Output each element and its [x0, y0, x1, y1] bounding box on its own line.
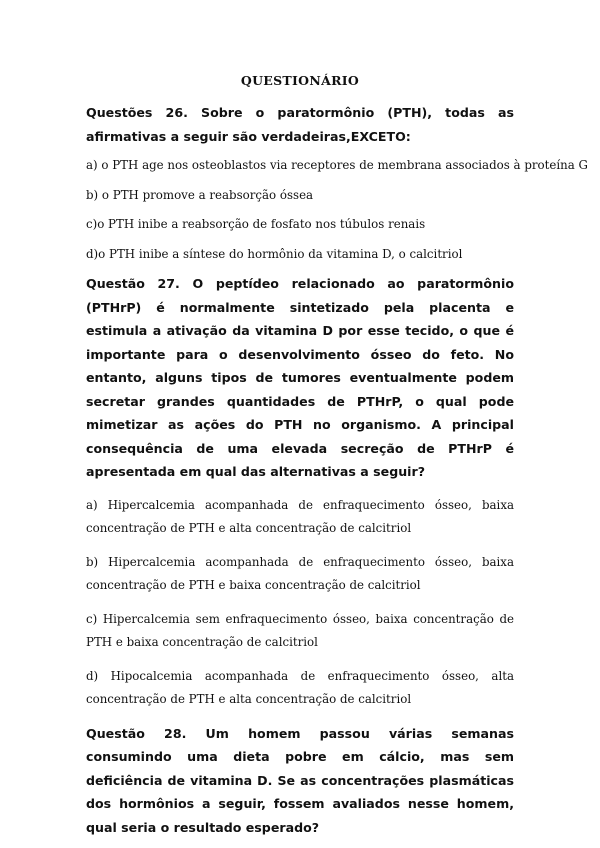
question-28-stem: Questão 28. Um homem passou várias semanas consumindo uma dieta pobre em cálcio, mas sem deficiência de vitamina D. Se as concentrações plasmáticas dos hormônios a seguir, fossem avaliados nesse homem, qual seria o resultado esperado? [86, 725, 514, 835]
question-27-option-d: d) Hipocalcemia acompanhada de enfraquecimento ósseo, alta concentração de PTH e alta concentração de calcitriol [86, 668, 514, 706]
question-27-option-a: a) Hipercalcemia acompanhada de enfraquecimento ósseo, baixa concentração de PTH e alta concentração de calcitriol [86, 497, 514, 535]
question-26-option-a: a) o PTH age nos osteoblastos via receptores de membrana associados à proteína G [86, 158, 588, 172]
question-27-option-c: c) Hipercalcemia sem enfraquecimento ósseo, baixa concentração de PTH e baixa concentração de calcitriol [86, 611, 514, 649]
question-26-stem: Questões 26. Sobre o paratormônio (PTH), todas as afirmativas a seguir são verdadeiras,EXCETO: [86, 105, 514, 144]
question-27-stem: Questão 27. O peptídeo relacionado ao paratormônio (PTHrP) é normalmente sintetizado pela placenta e estimula a ativação da vitamina D por esse tecido, o que é importante para o desenvolvimento ósseo do feto. No entanto, alguns tipos de tumores eventualmente podem secretar grandes quantidades de PTHrP, o qual pode mimetizar as ações do PTH no organismo. A principal consequência de uma elevada secreção de PTHrP é apresentada em qual das alternativas a seguir? [86, 276, 514, 479]
question-27-option-b: b) Hipercalcemia acompanhada de enfraquecimento ósseo, baixa concentração de PTH e baixa concentração de calcitriol [86, 554, 514, 592]
question-26-option-c: c)o PTH inibe a reabsorção de fosfato nos túbulos renais [86, 217, 426, 231]
question-26-option-d: d)o PTH inibe a síntese do hormônio da vitamina D, o calcitriol [86, 246, 463, 261]
question-26-option-b: b) o PTH promove a reabsorção óssea [86, 187, 314, 202]
document-title: QUESTIONÁRIO [240, 73, 360, 88]
